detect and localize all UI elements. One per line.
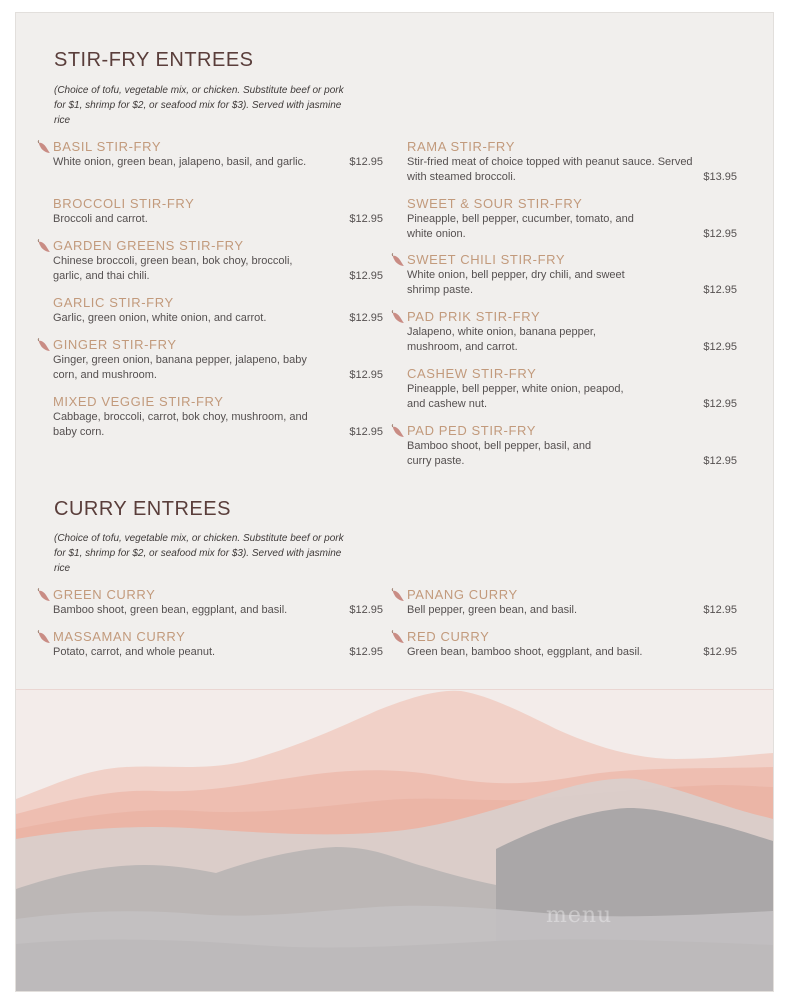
item-name: BROCCOLI STIR-FRY — [53, 196, 195, 211]
item-description: Chinese broccoli, green bean, bok choy, broccoli, garlic, and thai chili. — [53, 255, 293, 282]
item-price: $12.95 — [349, 213, 383, 225]
menu-page — [15, 12, 774, 992]
mountain-illustration — [16, 689, 773, 991]
chili-icon — [391, 588, 405, 602]
item-description: Cabbage, broccoli, carrot, bok choy, mushroom, and baby corn. — [53, 411, 308, 438]
watermark: menu — [546, 903, 613, 928]
item-name: PAD PRIK STIR-FRY — [407, 309, 541, 324]
menu-item — [407, 309, 737, 355]
item-name: GARDEN GREENS STIR-FRY — [53, 238, 244, 253]
item-price: $12.95 — [703, 455, 737, 467]
menu-item — [407, 252, 737, 298]
item-description: Ginger, green onion, banana pepper, jalapeno, baby corn, and mushroom. — [53, 354, 307, 381]
stir-fry-note: (Choice of tofu, vegetable mix, or chicken. Substitute beef or pork for $1, shrimp for $2, or seafood mix for $3). Served with jasmine rice — [54, 85, 344, 126]
chili-icon — [391, 424, 405, 438]
chili-icon — [391, 253, 405, 267]
item-description: Broccoli and carrot. — [53, 213, 148, 225]
menu-item — [53, 587, 383, 618]
menu-item — [407, 139, 737, 185]
item-name: BASIL STIR-FRY — [53, 139, 162, 154]
item-description: Bamboo shoot, bell pepper, basil, and curry paste. — [407, 440, 592, 467]
item-price: $12.95 — [703, 341, 737, 353]
curry-note: (Choice of tofu, vegetable mix, or chicken. Substitute beef or pork for $1, shrimp for $2, or seafood mix for $3). Served with jasmine rice — [54, 533, 344, 574]
item-price: $12.95 — [349, 426, 383, 438]
item-name: PANANG CURRY — [407, 587, 518, 602]
item-description: Pineapple, bell pepper, white onion, peapod, and cashew nut. — [407, 383, 624, 410]
item-price: $13.95 — [703, 171, 737, 183]
item-name: MASSAMAN CURRY — [53, 629, 186, 644]
item-description: Bamboo shoot, green bean, eggplant, and basil. — [53, 604, 288, 616]
item-price: $12.95 — [349, 156, 383, 168]
menu-item — [53, 295, 383, 326]
item-name: PAD PED STIR-FRY — [407, 423, 537, 438]
item-price: $12.95 — [349, 270, 383, 282]
menu-item — [407, 587, 737, 618]
item-name: MIXED VEGGIE STIR-FRY — [53, 394, 224, 409]
menu-item — [407, 629, 737, 660]
item-name: RED CURRY — [407, 629, 490, 644]
item-name: GINGER STIR-FRY — [53, 337, 177, 352]
item-name: SWEET & SOUR STIR-FRY — [407, 196, 583, 211]
item-description: Pineapple, bell pepper, cucumber, tomato, and white onion. — [407, 213, 634, 240]
item-price: $12.95 — [349, 646, 383, 658]
menu-item — [53, 139, 383, 170]
menu-item — [53, 196, 383, 227]
chili-icon — [391, 630, 405, 644]
item-price: $12.95 — [703, 228, 737, 240]
item-description: Jalapeno, white onion, banana pepper, mushroom, and carrot. — [407, 326, 596, 353]
item-description: Potato, carrot, and whole peanut. — [53, 646, 216, 658]
chili-icon — [37, 338, 51, 352]
item-name: RAMA STIR-FRY — [407, 139, 515, 154]
item-price: $12.95 — [703, 646, 737, 658]
item-price: $12.95 — [349, 369, 383, 381]
chili-icon — [37, 239, 51, 253]
item-name: GREEN CURRY — [53, 587, 156, 602]
item-price: $12.95 — [703, 398, 737, 410]
stir-fry-title: STIR-FRY ENTREES — [54, 49, 254, 71]
menu-item — [407, 196, 737, 242]
chili-icon — [391, 310, 405, 324]
chili-icon — [37, 140, 51, 154]
menu-item — [53, 238, 383, 284]
item-name: SWEET CHILI STIR-FRY — [407, 252, 566, 267]
item-name: CASHEW STIR-FRY — [407, 366, 537, 381]
item-description: White onion, green bean, jalapeno, basil, and garlic. — [53, 156, 307, 168]
menu-item — [407, 366, 737, 412]
chili-icon — [37, 630, 51, 644]
menu-item — [53, 629, 383, 660]
item-description: Garlic, green onion, white onion, and carrot. — [53, 312, 267, 324]
item-description: Green bean, bamboo shoot, eggplant, and basil. — [407, 646, 643, 658]
item-price: $12.95 — [349, 312, 383, 324]
menu-item — [53, 394, 383, 440]
chili-icon — [37, 588, 51, 602]
menu-item — [407, 423, 737, 469]
item-description: Bell pepper, green bean, and basil. — [407, 604, 578, 616]
curry-title: CURRY ENTREES — [54, 498, 231, 520]
menu-item — [53, 337, 383, 383]
item-name: GARLIC STIR-FRY — [53, 295, 174, 310]
item-price: $12.95 — [349, 604, 383, 616]
item-price: $12.95 — [703, 604, 737, 616]
item-description: Stir-fried meat of choice topped with peanut sauce. Served with steamed broccoli. — [407, 156, 693, 183]
item-description: White onion, bell pepper, dry chili, and sweet shrimp paste. — [407, 269, 625, 296]
item-price: $12.95 — [703, 284, 737, 296]
